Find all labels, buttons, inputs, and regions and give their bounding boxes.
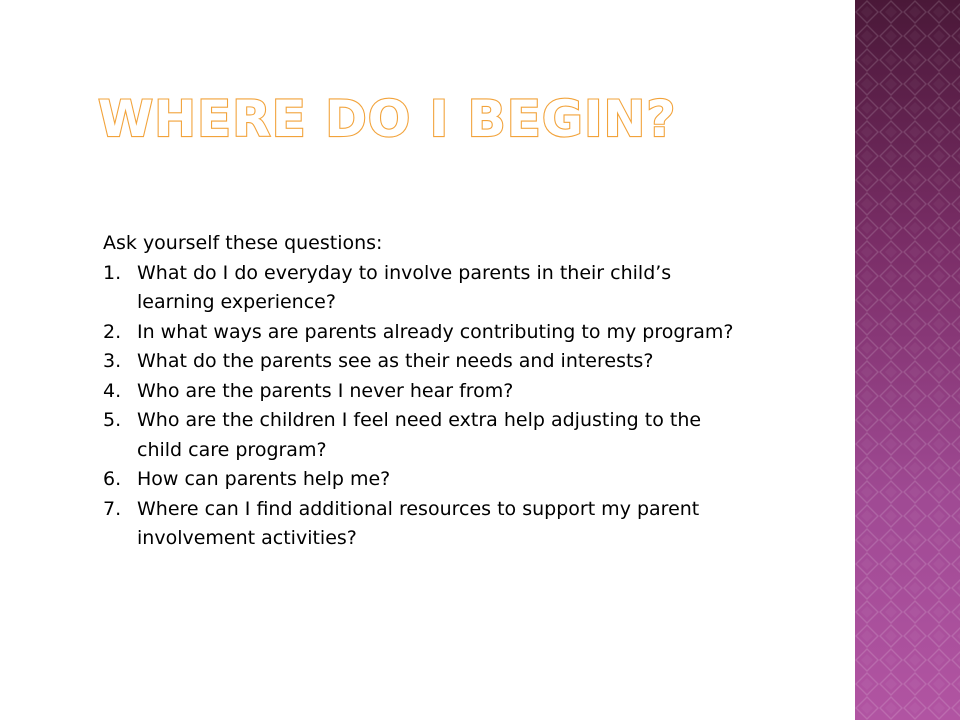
question-text: What do I do everyday to involve parents in their child’s learning experience?: [137, 261, 672, 313]
question-number: 7.: [103, 497, 122, 520]
decorative-diamond-band: [855, 0, 960, 720]
question-text: In what ways are parents already contributing to my program?: [137, 320, 734, 343]
question-text: How can parents help me?: [137, 468, 391, 490]
question-item: [103, 377, 743, 407]
question-item: [103, 465, 743, 495]
question-number: 2.: [103, 320, 122, 343]
question-text: Who are the parents I never hear from?: [137, 379, 514, 402]
question-item: [103, 406, 743, 465]
question-list: [103, 259, 743, 554]
intro-text: Ask yourself these questions:: [103, 232, 383, 254]
question-text: Where can I find additional resources to support my parent involvement activities?: [137, 497, 700, 549]
question-number: 1.: [103, 261, 122, 284]
question-number: 3.: [103, 350, 122, 372]
question-number: 6.: [103, 468, 122, 490]
question-text: What do the parents see as their needs and interests?: [137, 350, 654, 372]
question-item: [103, 259, 743, 318]
question-item: [103, 495, 743, 554]
question-number: 5.: [103, 409, 122, 431]
question-text: Who are the children I feel need extra help adjusting to the child care program?: [137, 409, 702, 461]
slide-title: WHERE DO I BEGIN?: [98, 90, 677, 148]
question-item: [103, 318, 743, 348]
question-item: [103, 347, 743, 377]
question-number: 4.: [103, 379, 122, 402]
slide-body: [103, 229, 743, 554]
